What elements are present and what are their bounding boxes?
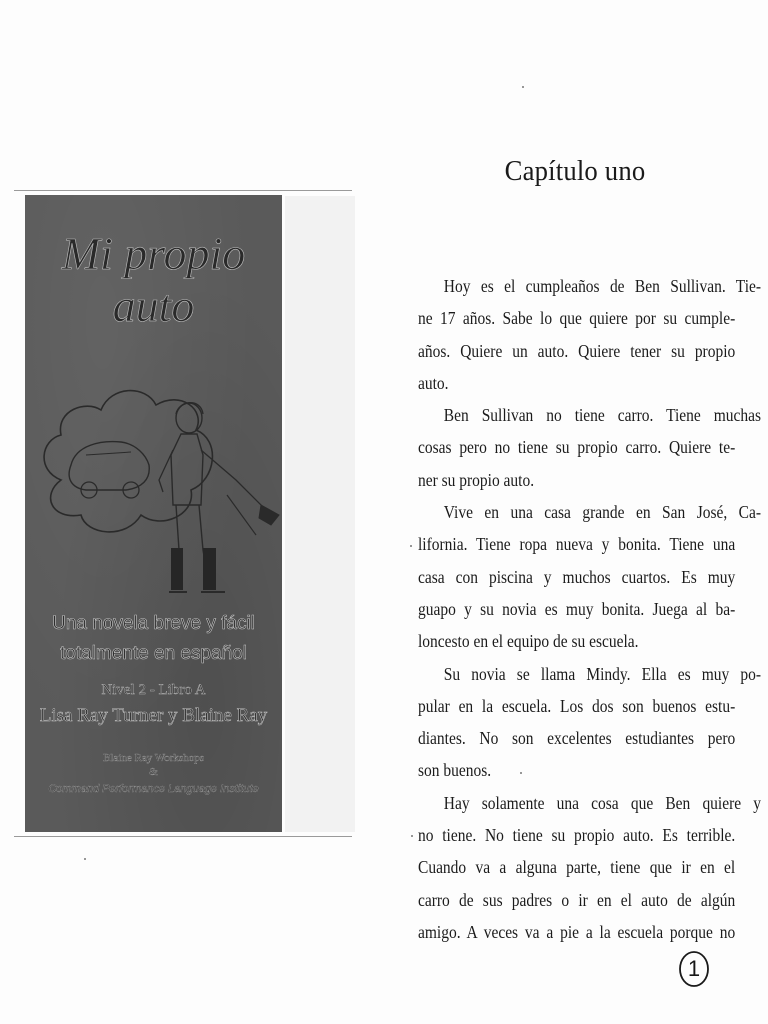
chapter-line: guapo y su novia es muy bonita. Juega al ba- bbox=[418, 598, 736, 619]
chapter-line: años. Quiere un auto. Quiere tener su propio bbox=[418, 340, 736, 361]
chapter-line: son buenos. bbox=[418, 760, 492, 781]
chapter-line: cosas pero no tiene su propio carro. Quiere te- bbox=[418, 437, 736, 458]
cover-ampersand: & bbox=[149, 766, 158, 778]
boy-body bbox=[171, 434, 203, 505]
chapter-line: diantes. No son excelentes estudiantes pero bbox=[418, 728, 736, 749]
chapter-line: auto. bbox=[418, 372, 449, 393]
chapter-line: lifornia. Tiene ropa nueva y bonita. Tiene una bbox=[418, 534, 736, 555]
chapter-line: ne 17 años. Sabe lo que quiere por su cumple- bbox=[418, 308, 736, 329]
chapter-line: carro de sus padres o ir en el auto de algún bbox=[418, 889, 736, 910]
page-number bbox=[678, 950, 710, 988]
book-cover bbox=[25, 195, 282, 832]
cover-institute: Command Performance Language Institute bbox=[48, 783, 259, 795]
cover-level: Nivel 2 - Libro A bbox=[101, 682, 206, 698]
chapter-line: casa con piscina y muchos cuartos. Es muy bbox=[418, 566, 736, 587]
chapter-line: Vive en una casa grande en San José, Ca- bbox=[443, 502, 762, 523]
car-drawing bbox=[69, 442, 149, 490]
cover-page-margin bbox=[285, 196, 355, 832]
boy-hand bbox=[259, 505, 279, 525]
chapter-line: Hoy es el cumpleaños de Ben Sullivan. Tie- bbox=[443, 276, 762, 296]
chapter-line: Ben Sullivan no tiene carro. Tiene muchas bbox=[443, 405, 762, 426]
boy-boot-right bbox=[203, 548, 216, 590]
scan-speck bbox=[84, 858, 86, 860]
scan-speck bbox=[522, 86, 524, 88]
chapter-line: Hay solamente una cosa que Ben quiere y bbox=[443, 792, 762, 813]
cover-authors: Lisa Ray Turner y Blaine Ray bbox=[39, 705, 268, 726]
scan-speck bbox=[410, 545, 412, 547]
cover-subtitle-line1: Una novela breve y fácil bbox=[52, 613, 255, 634]
chapter-line: Su novia se llama Mindy. Ella es muy po- bbox=[443, 663, 762, 684]
chapter-title: Capítulo uno bbox=[504, 155, 646, 187]
chapter-line: pular en la escuela. Los dos son buenos estu- bbox=[418, 695, 736, 716]
scan-border-bottom bbox=[14, 836, 352, 837]
chapter-line: amigo. A veces va a pie a la escuela porque no bbox=[418, 921, 736, 942]
cover-subtitle-line2: totalmente en español bbox=[60, 643, 247, 664]
chapter-line: no tiene. No tiene su propio auto. Es terrible. bbox=[418, 825, 736, 846]
boy-boot-left bbox=[171, 548, 183, 590]
cover-title-line1: Mi propio bbox=[61, 228, 246, 279]
page-number-text: 1 bbox=[687, 956, 701, 981]
scan-speck bbox=[411, 835, 413, 837]
chapter-line: ner su propio auto. bbox=[418, 469, 535, 490]
chapter-line: Cuando va a alguna parte, tiene que ir en el bbox=[418, 857, 736, 878]
scan-border-top bbox=[14, 190, 352, 191]
boy-arm-right bbox=[201, 450, 266, 510]
cover-title-line2: auto bbox=[112, 280, 195, 331]
thought-cloud bbox=[44, 391, 212, 532]
cover-publisher: Blaine Ray Workshops bbox=[103, 752, 204, 764]
cover-illustration bbox=[31, 330, 281, 600]
chapter-body bbox=[418, 270, 762, 948]
chapter-line: loncesto en el equipo de su escuela. bbox=[418, 631, 639, 652]
